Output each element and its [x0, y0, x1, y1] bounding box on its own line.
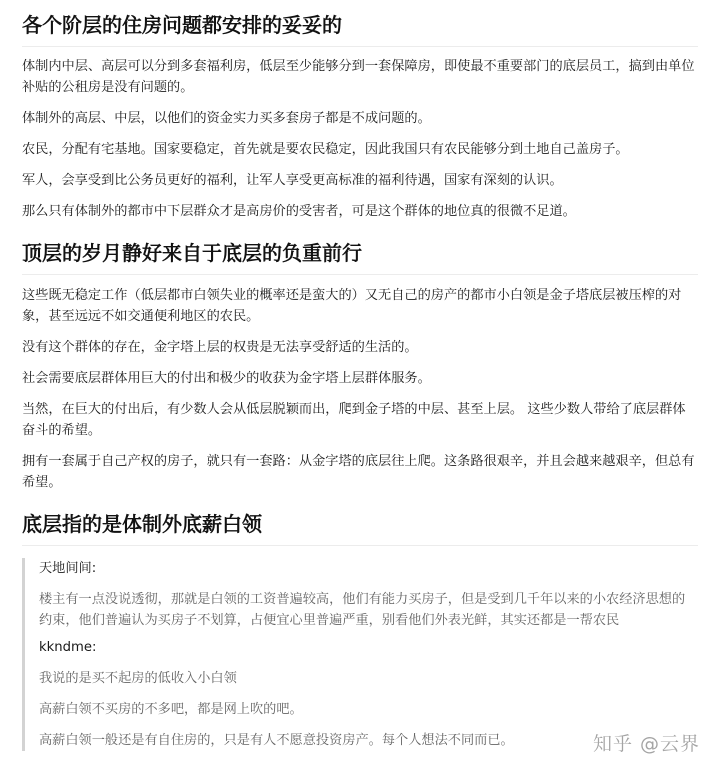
quote-block — [22, 558, 698, 751]
paragraph: 那么只有体制外的都市中下层群众才是高房价的受害者，可是这个群体的地位真的很微不足道。 — [22, 204, 576, 219]
quote-author: kkndme: — [39, 640, 97, 655]
paragraph: 军人，会享受到比公务员更好的福利，让军人享受更高标准的福利待遇，国家有深刻的认识。 — [22, 173, 563, 188]
section-top-and-bottom — [22, 228, 698, 493]
quote-text: 高薪白领不买房的不多吧，都是网上吹的吧。 — [39, 702, 303, 717]
paragraph: 农民，分配有宅基地。国家要稳定，首先就是要农民稳定，因此我国只有农民能够分到土地自己盖房子。 — [22, 142, 629, 157]
section-housing-arrangement — [22, 0, 698, 222]
quote-text: 高薪白领一般还是有自住房的，只是有人不愿意投资房产。每个人想法不同而已。 — [39, 733, 514, 748]
section-heading: 顶层的岁月静好来自于底层的负重前行 — [22, 228, 698, 275]
paragraph: 拥有一套属于自己产权的房子，就只有一套路：从金字塔的底层往上爬。这条路很艰辛，并且会越来越艰辛，但总有希望。 — [22, 454, 695, 490]
paragraph: 体制内中层、高层可以分到多套福利房，低层至少能够分到一套保障房，即使最不重要部门的底层员工，搞到由单位补贴的公租房是没有问题的。 — [22, 59, 695, 95]
paragraph: 没有这个群体的存在，金字塔上层的权贵是无法享受舒适的生活的。 — [22, 340, 418, 355]
paragraph: 这些既无稳定工作（低层都市白领失业的概率还是蛮大的）又无自己的房产的都市小白领是金子塔底层被压榨的对象，甚至远远不如交通便利地区的农民。 — [22, 288, 682, 324]
paragraph: 社会需要底层群体用巨大的付出和极少的收获为金字塔上层群体服务。 — [22, 371, 431, 386]
section-bottom-white-collar — [22, 499, 698, 751]
paragraph: 体制外的高层、中层，以他们的资金实力买多套房子都是不成问题的。 — [22, 111, 431, 126]
quote-author: 天地间间: — [39, 561, 97, 576]
zhihu-watermark: 知乎 @云界 — [592, 733, 700, 755]
quote-text: 我说的是买不起房的低收入小白领 — [39, 671, 237, 686]
section-heading: 各个阶层的住房问题都安排的妥妥的 — [22, 0, 698, 47]
paragraph: 当然，在巨大的付出后，有少数人会从低层脱颖而出，爬到金子塔的中层、甚至上层。 这些少数人带给了底层群体奋斗的希望。 — [22, 402, 686, 438]
quote-text: 楼主有一点没说透彻，那就是白领的工资普遍较高，他们有能力买房子，但是受到几千年以来的小农经济思想的约束，他们普遍认为买房子不划算，占便宜心里普遍严重，别看他们外表光鲜，其实还都是一帮农民 — [39, 592, 686, 628]
section-heading: 底层指的是体制外底薪白领 — [22, 499, 698, 546]
